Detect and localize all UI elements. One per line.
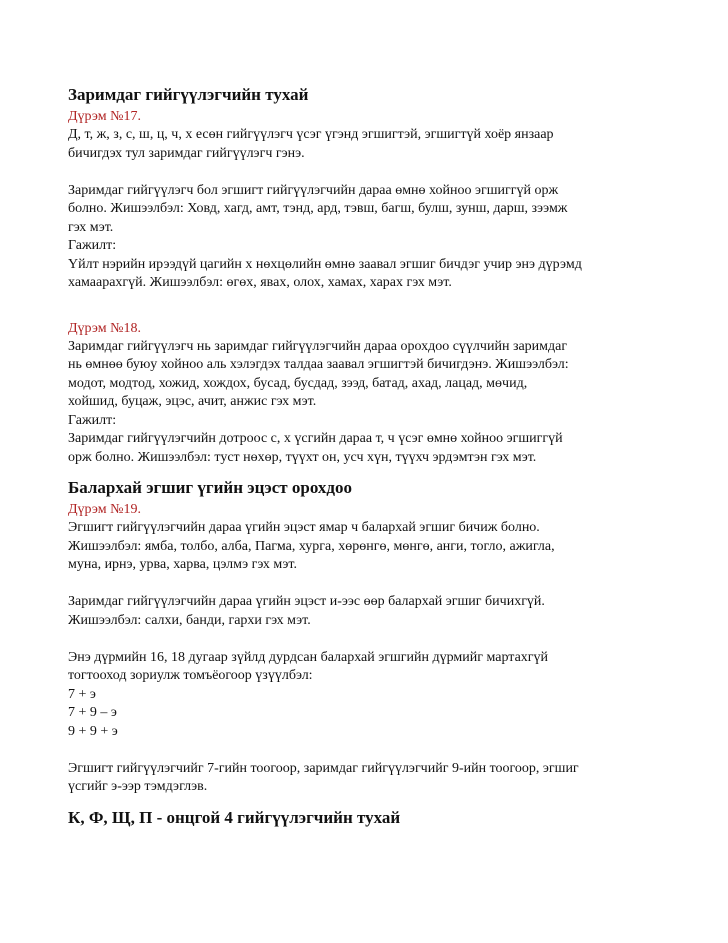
- text-line: Эгшигт гийгүүлэгчийг 7-гийн тоогоор, заримдаг гийгүүлэгчийг 9-ийн тоогоор, эгшиг: [68, 760, 579, 776]
- text-line: Заримдаг гийгүүлэгчийн дотроос с, х үсгийн дараа т, ч үсэг өмнө хойноо эгшиггүй: [68, 431, 563, 446]
- text-line: Энэ дүрмийн 16, 18 дугаар зүйлд дурдсан балархай эгшгийн дүрмийг мартахгүй: [68, 649, 549, 665]
- section-gap: [68, 293, 668, 320]
- text-line: Заримдаг гийгүүлэгч бол эгшигт гийгүүлэгчийн дараа өмнө хойноо эгшиггүй орж: [68, 182, 559, 198]
- section-title-special-consonants: К, Ф, Щ, П - онцгой 4 гийгүүлэгчийн тухай: [68, 807, 401, 827]
- rule-18-block: [68, 320, 668, 468]
- text-line: болно. Жишээлбэл: Ховд, хагд, амт, тэнд, ард, тэвш, багш, булш, зунш, дарш, зээмж: [68, 201, 568, 216]
- formula-line: 7 + э: [68, 686, 96, 702]
- text-line: орж болно. Жишээлбэл: туст нөхөр, түүхт он, усч хүн, түүхч эрдэмтэн гэх мэт.: [68, 449, 537, 465]
- formula-line: 7 + 9 – э: [68, 705, 117, 720]
- text-line: Заримдаг гийгүүлэгчийн дараа үгийн эцэст и-ээс өөр балархай эгшиг бичихгүй.: [68, 594, 545, 609]
- text-line: муна, ирнэ, урва, харва, цэлмэ гэх мэт.: [68, 557, 297, 572]
- rule-19-block: [68, 501, 668, 797]
- rule-label: Дүрэм №19.: [68, 502, 142, 517]
- text-line: Жишээлбэл: ямба, толбо, алба, Пагма, хурга, хөрөнгө, мөнгө, анги, тогло, ажигла,: [68, 538, 555, 554]
- paragraph-gap: [68, 741, 668, 760]
- text-line: гэх мэт.: [68, 219, 114, 235]
- text-line: үсгийг э-ээр тэмдэглэв.: [68, 779, 208, 794]
- section-title-reduced-vowel: Балархай эгшиг үгийн эцэст орохдоо: [68, 478, 353, 497]
- text-line: Д, т, ж, з, с, ш, ц, ч, х есөн гийгүүлэгч үсэг үгэнд эгшигтэй, эгшигтүй хоёр янзаар: [68, 127, 554, 142]
- text-line: нь өмнөө буюу хойноо аль хэлэгдэх талдаа заавал эгшигтэй бичигдэнэ. Жишээлбэл:: [68, 357, 569, 372]
- text-line: Гажилт:: [68, 238, 117, 253]
- text-line: Эгшигт гийгүүлэгчийн дараа үгийн эцэст ямар ч балархай эгшиг бичиж болно.: [68, 520, 540, 535]
- text-line: Жишээлбэл: салхи, банди, гархи гэх мэт.: [68, 612, 311, 628]
- formula-line: 9 + 9 + э: [68, 723, 118, 739]
- text-line: Гажилт:: [68, 412, 117, 428]
- section-gap: [68, 797, 668, 807]
- paragraph-gap: [68, 575, 668, 594]
- text-line: Үйлт нэрийн ирээдүй цагийн х нөхцөлийн өмнө заавал эгшиг бичдэг учир энэ дүрэмд: [68, 256, 582, 272]
- rule-label: Дүрэм №18.: [68, 320, 142, 336]
- text-line: модот, модтод, хожид, хождох, бусад, бусдад, зээд, батад, ахад, лацад, мөчид,: [68, 375, 528, 391]
- document-page: [68, 84, 668, 831]
- rule-17-block: [68, 108, 668, 293]
- section-title-partial-consonants: Заримдаг гийгүүлэгчийн тухай: [68, 85, 309, 104]
- text-line: хойшид, буцаж, эцэс, ачит, анжис гэх мэт.: [68, 394, 317, 409]
- text-line: хамаарахгүй. Жишээлбэл: өгөх, явах, олох, хамах, харах гэх мэт.: [68, 275, 452, 290]
- text-line: тогтооход зориулж томъёогоор үзүүлбэл:: [68, 668, 313, 683]
- section-gap: [68, 467, 668, 477]
- paragraph-gap: [68, 630, 668, 649]
- rule-label: Дүрэм №17.: [68, 109, 142, 124]
- text-line: бичигдэх тул заримдаг гийгүүлэгч гэнэ.: [68, 145, 305, 161]
- paragraph-gap: [68, 163, 668, 182]
- text-line: Заримдаг гийгүүлэгч нь заримдаг гийгүүлэгчийн дараа орохдоо сүүлчийн заримдаг: [68, 338, 568, 354]
